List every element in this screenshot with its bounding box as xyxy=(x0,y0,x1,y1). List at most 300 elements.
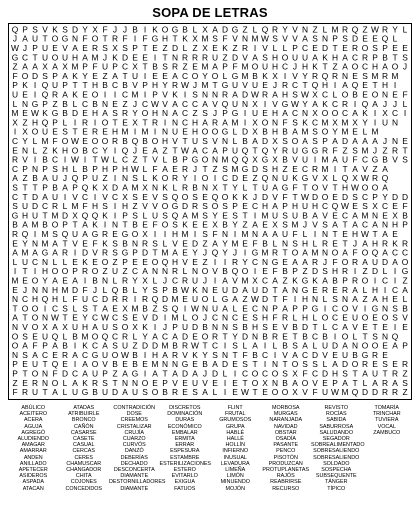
grid-letter[interactable]: N xyxy=(321,247,329,258)
grid-letter[interactable]: Q xyxy=(171,210,179,221)
grid-letter[interactable]: K xyxy=(292,275,298,286)
grid-letter[interactable]: L xyxy=(72,98,78,109)
grid-letter[interactable]: C xyxy=(241,368,249,379)
grid-letter[interactable]: P xyxy=(222,108,228,119)
grid-letter[interactable]: N xyxy=(271,359,279,370)
grid-letter[interactable]: T xyxy=(22,191,28,202)
grid-letter[interactable]: H xyxy=(271,52,279,63)
grid-letter[interactable]: X xyxy=(392,210,398,221)
grid-letter[interactable]: H xyxy=(41,266,49,277)
grid-letter[interactable]: C xyxy=(321,89,329,100)
grid-letter[interactable]: Z xyxy=(112,368,118,379)
grid-letter[interactable]: E xyxy=(122,359,128,370)
grid-letter[interactable]: O xyxy=(201,126,209,137)
grid-letter[interactable]: I xyxy=(263,340,267,351)
grid-letter[interactable]: R xyxy=(191,201,199,212)
grid-letter[interactable]: T xyxy=(392,52,398,63)
grid-letter[interactable]: O xyxy=(201,331,209,342)
grid-letter[interactable]: U xyxy=(91,368,99,379)
grid-letter[interactable]: M xyxy=(151,359,159,370)
grid-letter[interactable]: P xyxy=(332,33,338,44)
grid-letter[interactable]: Y xyxy=(242,256,248,267)
grid-letter[interactable]: J xyxy=(292,61,298,72)
grid-letter[interactable]: E xyxy=(292,163,298,174)
grid-letter[interactable]: J xyxy=(402,61,408,72)
grid-letter[interactable]: L xyxy=(402,98,408,109)
grid-letter[interactable]: Z xyxy=(42,145,48,156)
grid-letter[interactable]: E xyxy=(12,284,18,295)
grid-letter[interactable]: S xyxy=(52,229,58,240)
grid-letter[interactable]: Y xyxy=(282,24,288,35)
grid-letter[interactable]: Z xyxy=(362,266,368,277)
grid-letter[interactable]: P xyxy=(72,182,78,193)
grid-letter[interactable]: A xyxy=(72,377,78,388)
grid-letter[interactable]: B xyxy=(42,219,48,230)
grid-letter[interactable]: U xyxy=(91,173,99,184)
grid-letter[interactable]: P xyxy=(22,24,28,35)
grid-letter[interactable]: A xyxy=(52,340,58,351)
grid-letter[interactable]: S xyxy=(382,359,388,370)
grid-letter[interactable]: U xyxy=(221,284,229,295)
grid-letter[interactable]: W xyxy=(251,294,259,305)
grid-letter[interactable]: E xyxy=(142,145,148,156)
grid-letter[interactable]: A xyxy=(62,182,68,193)
grid-letter[interactable]: E xyxy=(32,331,38,342)
grid-letter[interactable]: P xyxy=(12,368,18,379)
grid-letter[interactable]: H xyxy=(271,108,279,119)
grid-letter[interactable]: A xyxy=(22,33,28,44)
grid-letter[interactable]: A xyxy=(212,145,218,156)
grid-letter[interactable]: N xyxy=(391,136,399,147)
grid-letter[interactable]: V xyxy=(232,275,238,286)
grid-letter[interactable]: E xyxy=(242,303,248,314)
grid-letter[interactable]: L xyxy=(242,340,248,351)
grid-letter[interactable]: Y xyxy=(272,145,278,156)
grid-letter[interactable]: I xyxy=(333,163,337,174)
grid-letter[interactable]: H xyxy=(371,284,379,295)
grid-letter[interactable]: O xyxy=(361,340,369,351)
grid-letter[interactable]: F xyxy=(72,294,78,305)
grid-letter[interactable]: C xyxy=(291,108,299,119)
grid-letter[interactable]: C xyxy=(181,70,189,81)
grid-letter[interactable]: C xyxy=(41,349,49,360)
grid-letter[interactable]: S xyxy=(132,210,138,221)
grid-letter[interactable]: C xyxy=(41,201,49,212)
grid-letter[interactable]: L xyxy=(162,154,168,165)
grid-letter[interactable]: C xyxy=(301,163,309,174)
grid-letter[interactable]: Z xyxy=(22,117,28,128)
grid-letter[interactable]: T xyxy=(182,136,188,147)
grid-letter[interactable]: Q xyxy=(261,173,269,184)
grid-letter[interactable]: I xyxy=(83,275,87,286)
grid-letter[interactable]: J xyxy=(132,98,138,109)
grid-letter[interactable]: J xyxy=(372,145,378,156)
grid-letter[interactable]: H xyxy=(351,229,359,240)
grid-letter[interactable]: S xyxy=(372,331,378,342)
grid-letter[interactable]: A xyxy=(312,210,318,221)
grid-letter[interactable]: L xyxy=(272,340,278,351)
grid-letter[interactable]: E xyxy=(82,238,88,249)
grid-letter[interactable]: W xyxy=(351,182,359,193)
grid-letter[interactable]: J xyxy=(202,312,208,323)
grid-letter[interactable]: T xyxy=(22,266,28,277)
grid-letter[interactable]: J xyxy=(202,368,208,379)
grid-letter[interactable]: S xyxy=(312,136,318,147)
grid-letter[interactable]: N xyxy=(31,238,39,249)
grid-letter[interactable]: Z xyxy=(332,61,338,72)
grid-letter[interactable]: H xyxy=(151,108,159,119)
grid-letter[interactable]: N xyxy=(171,117,179,128)
grid-letter[interactable]: F xyxy=(282,191,288,202)
grid-letter[interactable]: B xyxy=(92,275,98,286)
grid-letter[interactable]: U xyxy=(261,182,269,193)
grid-letter[interactable]: H xyxy=(291,201,299,212)
grid-letter[interactable]: D xyxy=(231,52,239,63)
grid-letter[interactable]: E xyxy=(82,43,88,54)
grid-letter[interactable]: X xyxy=(322,173,328,184)
grid-letter[interactable]: N xyxy=(71,33,79,44)
grid-letter[interactable]: D xyxy=(211,368,219,379)
grid-letter[interactable]: Q xyxy=(121,145,129,156)
grid-letter[interactable]: D xyxy=(61,368,69,379)
grid-letter[interactable]: K xyxy=(322,52,328,63)
grid-letter[interactable]: E xyxy=(132,312,138,323)
grid-letter[interactable]: J xyxy=(192,80,198,91)
grid-letter[interactable]: A xyxy=(222,303,228,314)
grid-letter[interactable]: O xyxy=(331,108,339,119)
grid-letter[interactable]: O xyxy=(161,219,169,230)
grid-letter[interactable]: K xyxy=(182,219,188,230)
grid-letter[interactable]: T xyxy=(222,331,228,342)
grid-letter[interactable]: G xyxy=(301,145,309,156)
grid-letter[interactable]: S xyxy=(212,349,218,360)
grid-letter[interactable]: B xyxy=(352,349,358,360)
grid-letter[interactable]: B xyxy=(132,349,138,360)
grid-letter[interactable]: W xyxy=(181,145,189,156)
grid-letter[interactable]: A xyxy=(232,294,238,305)
grid-letter[interactable]: L xyxy=(222,70,228,81)
grid-letter[interactable]: R xyxy=(281,312,289,323)
grid-letter[interactable]: A xyxy=(72,349,78,360)
grid-letter[interactable]: H xyxy=(161,33,169,44)
grid-letter[interactable]: K xyxy=(162,182,168,193)
grid-letter[interactable]: V xyxy=(22,154,28,165)
grid-letter[interactable]: P xyxy=(72,266,78,277)
grid-letter[interactable]: S xyxy=(392,303,398,314)
grid-letter[interactable]: N xyxy=(211,154,219,165)
grid-letter[interactable]: K xyxy=(262,70,268,81)
grid-letter[interactable]: J xyxy=(232,247,238,258)
grid-letter[interactable]: A xyxy=(302,247,308,258)
grid-letter[interactable]: R xyxy=(321,284,329,295)
grid-letter[interactable]: D xyxy=(181,368,189,379)
grid-letter[interactable]: I xyxy=(313,229,317,240)
grid-letter[interactable]: I xyxy=(273,349,277,360)
grid-letter[interactable]: Z xyxy=(202,238,208,249)
grid-letter[interactable]: O xyxy=(91,359,99,370)
grid-letter[interactable]: K xyxy=(192,349,198,360)
grid-letter[interactable]: A xyxy=(302,256,308,267)
grid-letter[interactable]: T xyxy=(302,80,308,91)
grid-letter[interactable]: V xyxy=(292,33,298,44)
grid-letter[interactable]: O xyxy=(211,70,219,81)
grid-letter[interactable]: L xyxy=(62,377,68,388)
grid-letter[interactable]: M xyxy=(21,247,29,258)
grid-letter[interactable]: B xyxy=(302,210,308,221)
grid-letter[interactable]: R xyxy=(101,229,109,240)
grid-letter[interactable]: N xyxy=(21,98,29,109)
grid-letter[interactable]: E xyxy=(262,219,268,230)
grid-letter[interactable]: A xyxy=(102,108,108,119)
grid-letter[interactable]: M xyxy=(171,294,179,305)
grid-letter[interactable]: O xyxy=(351,61,359,72)
grid-letter[interactable]: T xyxy=(122,70,128,81)
grid-letter[interactable]: L xyxy=(62,387,68,398)
grid-letter[interactable]: P xyxy=(32,43,38,54)
grid-letter[interactable]: T xyxy=(142,117,148,128)
grid-letter[interactable]: G xyxy=(81,387,89,398)
grid-letter[interactable]: O xyxy=(71,145,79,156)
grid-letter[interactable]: D xyxy=(101,294,109,305)
grid-letter[interactable]: L xyxy=(322,359,328,370)
grid-letter[interactable]: W xyxy=(121,349,129,360)
grid-letter[interactable]: B xyxy=(92,98,98,109)
grid-letter[interactable]: C xyxy=(391,284,399,295)
grid-letter[interactable]: S xyxy=(202,136,208,147)
grid-letter[interactable]: T xyxy=(312,322,318,333)
grid-letter[interactable]: M xyxy=(11,275,19,286)
grid-letter[interactable]: P xyxy=(112,163,118,174)
grid-letter[interactable]: S xyxy=(312,359,318,370)
grid-letter[interactable]: L xyxy=(12,256,18,267)
grid-letter[interactable]: E xyxy=(352,126,358,137)
grid-letter[interactable]: S xyxy=(282,368,288,379)
grid-letter[interactable]: T xyxy=(22,312,28,323)
grid-letter[interactable]: S xyxy=(292,89,298,100)
grid-letter[interactable]: Q xyxy=(61,229,69,240)
grid-letter[interactable]: P xyxy=(82,173,88,184)
grid-letter[interactable]: H xyxy=(301,294,309,305)
grid-letter[interactable]: E xyxy=(82,136,88,147)
grid-letter[interactable]: O xyxy=(131,229,139,240)
grid-letter[interactable]: X xyxy=(312,89,318,100)
grid-letter[interactable]: A xyxy=(22,219,28,230)
grid-letter[interactable]: H xyxy=(171,229,179,240)
grid-letter[interactable]: O xyxy=(201,294,209,305)
grid-letter[interactable]: C xyxy=(11,136,19,147)
grid-letter[interactable]: H xyxy=(51,284,59,295)
grid-letter[interactable]: G xyxy=(51,108,59,119)
grid-letter[interactable]: T xyxy=(92,303,98,314)
grid-letter[interactable]: B xyxy=(62,340,68,351)
grid-letter[interactable]: U xyxy=(181,322,189,333)
grid-letter[interactable]: K xyxy=(302,117,308,128)
grid-letter[interactable]: W xyxy=(241,387,249,398)
grid-letter[interactable]: B xyxy=(282,154,288,165)
grid-letter[interactable]: Y xyxy=(212,210,218,221)
grid-letter[interactable]: C xyxy=(261,275,269,286)
grid-letter[interactable]: K xyxy=(312,61,318,72)
grid-letter[interactable]: C xyxy=(21,294,29,305)
grid-letter[interactable]: M xyxy=(121,126,129,137)
grid-letter[interactable]: N xyxy=(131,377,139,388)
grid-letter[interactable]: S xyxy=(112,322,118,333)
grid-letter[interactable]: W xyxy=(191,303,199,314)
grid-letter[interactable]: G xyxy=(281,182,289,193)
grid-letter[interactable]: U xyxy=(231,145,239,156)
grid-letter[interactable]: A xyxy=(342,80,348,91)
grid-letter[interactable]: O xyxy=(361,312,369,323)
grid-letter[interactable]: U xyxy=(101,349,109,360)
grid-letter[interactable]: A xyxy=(92,322,98,333)
grid-letter[interactable]: M xyxy=(171,312,179,323)
grid-letter[interactable]: Z xyxy=(202,256,208,267)
grid-letter[interactable]: D xyxy=(231,284,239,295)
grid-letter[interactable]: A xyxy=(12,173,18,184)
grid-letter[interactable]: N xyxy=(11,322,19,333)
grid-letter[interactable]: G xyxy=(221,294,229,305)
grid-letter[interactable]: R xyxy=(321,238,329,249)
grid-letter[interactable]: O xyxy=(51,219,59,230)
grid-letter[interactable]: L xyxy=(312,312,318,323)
grid-letter[interactable]: W xyxy=(151,98,159,109)
grid-letter[interactable]: C xyxy=(331,98,339,109)
grid-letter[interactable]: M xyxy=(291,219,299,230)
grid-letter[interactable]: I xyxy=(83,154,87,165)
grid-letter[interactable]: O xyxy=(271,368,279,379)
grid-letter[interactable]: M xyxy=(251,33,259,44)
grid-letter[interactable]: E xyxy=(372,359,378,370)
grid-letter[interactable]: P xyxy=(42,182,48,193)
grid-letter[interactable]: W xyxy=(181,80,189,91)
grid-letter[interactable]: W xyxy=(301,191,309,202)
grid-letter[interactable]: C xyxy=(211,312,219,323)
grid-letter[interactable]: G xyxy=(171,201,179,212)
grid-letter[interactable]: S xyxy=(52,163,58,174)
grid-letter[interactable]: T xyxy=(142,43,148,54)
grid-letter[interactable]: E xyxy=(62,275,68,286)
grid-letter[interactable]: E xyxy=(202,219,208,230)
grid-letter[interactable]: U xyxy=(111,266,119,277)
grid-letter[interactable]: B xyxy=(282,266,288,277)
grid-letter[interactable]: Z xyxy=(242,294,248,305)
grid-letter[interactable]: R xyxy=(171,80,179,91)
grid-letter[interactable]: B xyxy=(12,219,18,230)
grid-letter[interactable]: V xyxy=(272,98,278,109)
grid-letter[interactable]: E xyxy=(162,70,168,81)
grid-letter[interactable]: T xyxy=(372,322,378,333)
grid-letter[interactable]: R xyxy=(61,247,69,258)
grid-letter[interactable]: A xyxy=(202,117,208,128)
grid-letter[interactable]: P xyxy=(222,145,228,156)
grid-letter[interactable]: R xyxy=(391,145,399,156)
grid-letter[interactable]: I xyxy=(133,126,137,137)
grid-letter[interactable]: E xyxy=(392,229,398,240)
grid-letter[interactable]: A xyxy=(352,294,358,305)
grid-letter[interactable]: F xyxy=(402,201,408,212)
grid-letter[interactable]: O xyxy=(341,331,349,342)
grid-letter[interactable]: O xyxy=(371,89,379,100)
grid-letter[interactable]: H xyxy=(261,201,269,212)
grid-letter[interactable]: V xyxy=(152,201,158,212)
grid-letter[interactable]: M xyxy=(321,154,329,165)
grid-letter[interactable]: E xyxy=(72,256,78,267)
grid-letter[interactable]: R xyxy=(351,43,359,54)
grid-letter[interactable]: A xyxy=(342,247,348,258)
grid-letter[interactable]: C xyxy=(81,98,89,109)
grid-letter[interactable]: Z xyxy=(162,43,168,54)
grid-letter[interactable]: I xyxy=(253,266,257,277)
grid-letter[interactable]: O xyxy=(31,312,39,323)
grid-letter[interactable]: X xyxy=(202,24,208,35)
grid-letter[interactable]: I xyxy=(213,256,217,267)
grid-letter[interactable]: Y xyxy=(142,284,148,295)
grid-letter[interactable]: T xyxy=(112,377,118,388)
grid-letter[interactable]: I xyxy=(33,89,37,100)
grid-letter[interactable]: P xyxy=(282,201,288,212)
grid-letter[interactable]: T xyxy=(172,33,178,44)
grid-letter[interactable]: S xyxy=(362,201,368,212)
grid-letter[interactable]: A xyxy=(362,136,368,147)
grid-letter[interactable]: V xyxy=(392,154,398,165)
grid-letter[interactable]: P xyxy=(132,43,138,54)
grid-letter[interactable]: H xyxy=(31,294,39,305)
grid-letter[interactable]: V xyxy=(142,312,148,323)
grid-letter[interactable]: S xyxy=(202,210,208,221)
grid-letter[interactable]: O xyxy=(201,266,209,277)
grid-letter[interactable]: O xyxy=(101,136,109,147)
grid-letter[interactable]: L xyxy=(112,154,118,165)
grid-letter[interactable]: E xyxy=(92,256,98,267)
grid-letter[interactable]: I xyxy=(313,154,317,165)
grid-letter[interactable]: J xyxy=(112,24,118,35)
grid-letter[interactable]: R xyxy=(211,331,219,342)
grid-letter[interactable]: U xyxy=(21,201,29,212)
grid-letter[interactable]: C xyxy=(81,191,89,202)
grid-letter[interactable]: B xyxy=(262,126,268,137)
grid-letter[interactable]: S xyxy=(282,219,288,230)
grid-letter[interactable]: R xyxy=(391,368,399,379)
grid-letter[interactable]: D xyxy=(31,70,39,81)
grid-letter[interactable]: I xyxy=(73,340,77,351)
grid-letter[interactable]: L xyxy=(332,89,338,100)
grid-letter[interactable]: V xyxy=(312,219,318,230)
grid-letter[interactable]: N xyxy=(41,256,49,267)
grid-letter[interactable]: E xyxy=(72,312,78,323)
grid-letter[interactable]: Q xyxy=(351,24,359,35)
grid-letter[interactable]: S xyxy=(22,331,28,342)
grid-letter[interactable]: T xyxy=(332,182,338,193)
grid-letter[interactable]: E xyxy=(182,126,188,137)
grid-letter[interactable]: V xyxy=(282,322,288,333)
grid-letter[interactable]: G xyxy=(301,284,309,295)
grid-letter[interactable]: I xyxy=(263,359,267,370)
grid-letter[interactable]: A xyxy=(372,377,378,388)
grid-letter[interactable]: M xyxy=(241,229,249,240)
grid-letter[interactable]: D xyxy=(331,340,339,351)
grid-letter[interactable]: R xyxy=(371,349,379,360)
grid-letter[interactable]: I xyxy=(33,229,37,240)
grid-letter[interactable]: F xyxy=(312,387,318,398)
grid-letter[interactable]: R xyxy=(31,377,39,388)
grid-letter[interactable]: S xyxy=(392,312,398,323)
grid-letter[interactable]: R xyxy=(271,331,279,342)
grid-letter[interactable]: T xyxy=(42,33,48,44)
grid-letter[interactable]: V xyxy=(142,201,148,212)
grid-letter[interactable]: Q xyxy=(221,98,229,109)
grid-letter[interactable]: R xyxy=(21,387,29,398)
grid-letter[interactable]: S xyxy=(352,191,358,202)
